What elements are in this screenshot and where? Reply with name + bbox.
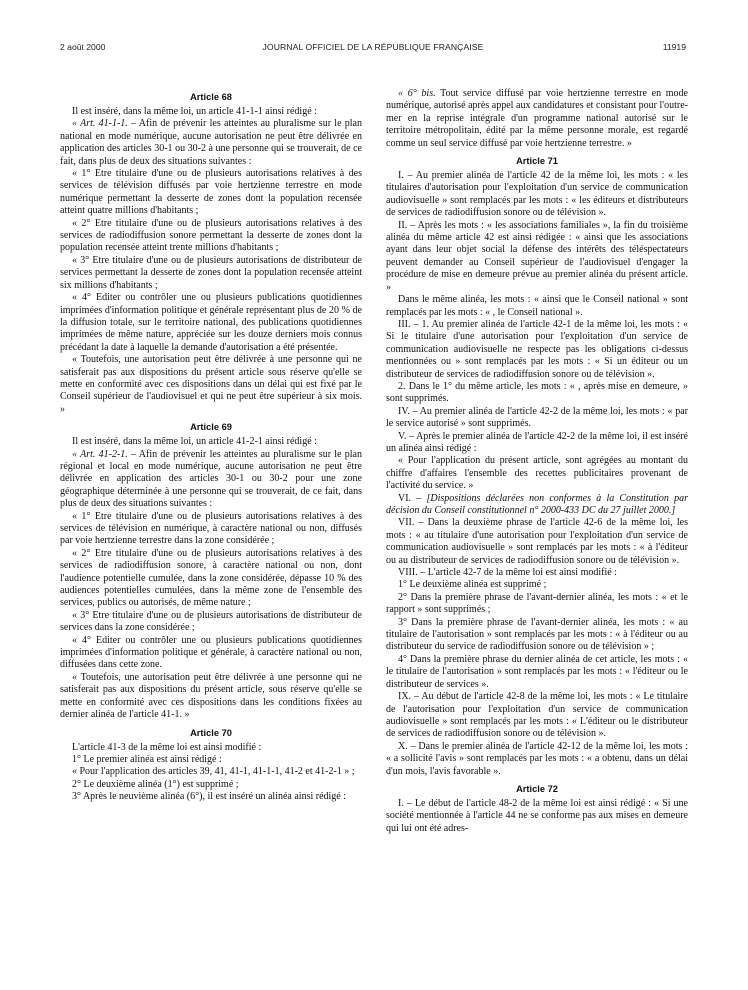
article-70-intro: L'article 41-3 de la même loi est ainsi modifié : — [72, 741, 262, 753]
article-68-final: « Toutefois, une autorisation peut être délivrée à une personne qui ne satisferait pas aux dispositions du présent article sous réserve qu'elle se mette en conformité avec ces dispositions dans un délai qui est fixé par le Conseil supérieur de l'audiovisuel et qui ne peut être supérieur à six mois. » — [60, 354, 362, 415]
page-header — [60, 42, 686, 56]
article-70-6bis-ref: « 6° bis. — [398, 88, 436, 99]
article-70-item-2: 2° Le deuxième alinéa (1°) est supprimé ; — [72, 778, 239, 790]
article-71-para: X. – Dans le premier alinéa de l'article 42-12 de la même loi, les mots : « a sollicité l'avis » sont remplacés par les mots : « a obtenu, dans un délai d'un mois, l'avis favorable ». — [386, 740, 688, 777]
article-70-item-3: 3° Après le neuvième alinéa (6°), il est inséré un alinéa ainsi rédigé : — [72, 791, 347, 803]
article-69-item-4: « 4° Editer ou contrôler une ou plusieurs publications quotidiennes imprimées d'information politique et générale, à caractère national ou non, diffusées dans cette zone. — [60, 634, 362, 671]
article-71-para: 2. Dans le 1° du même article, les mots : « , après mise en demeure, » sont supprimés. — [386, 380, 688, 405]
article-72-heading: Article 72 — [516, 783, 558, 794]
article-69-text-body: – Afin de prévenir les atteintes au pluralisme sur le plan régional et local en mode numérique, aucune autorisation ne peut être délivrée en application des articles 30-1 ou 30-2 pour une zone géographique déterminée à une personne qui se trouverait, de ce fait, dans plus de deux des situations suivantes : — [60, 448, 362, 510]
article-71-para: 1° Le deuxième alinéa est supprimé ; — [398, 579, 547, 591]
article-71-para: Dans le même alinéa, les mots : « ainsi que le Conseil national » sont remplacés par les mots : « , le Conseil national ». — [386, 294, 688, 318]
article-71-para: 3° Dans la première phrase de l'avant-dernier alinéa, les mots : « au titulaire de l'autorisation » sont remplacés par les mots : « à l'éditeur ou au distributeur du service de radiodiffusion sonore ou de télévision » ; — [386, 616, 688, 653]
article-71-para-vi — [386, 493, 688, 518]
header-journal-title: JOURNAL OFFICIEL DE LA RÉPUBLIQUE FRANÇAISE — [262, 42, 484, 52]
article-70-quote: « Pour l'application des articles 39, 41, 41-1, 41-1-1, 41-2 et 41-2-1 » ; — [72, 766, 355, 778]
article-69-item-1: « 1° Etre titulaire d'une ou de plusieurs autorisations relatives à des services de télévision en numérique, à caractère national ou non, diffusés par voie hertzienne terrestre dans la zone considérée ; — [60, 510, 362, 547]
article-70-continuation — [386, 88, 688, 150]
article-71-para: II. – Après les mots : « les associations familiales », la fin du troisième alinéa du même article 42 est ainsi rédigée : « ainsi que les associations ayant dans leur objet social la défense des intérêts des téléspectateurs peuvent demander au Conseil supérieur de l'audiovisuel d'engager la procédure de mise en demeure prévue au premier alinéa du présent article. » — [386, 219, 688, 293]
article-71-para: IV. – Au premier alinéa de l'article 42-2 de la même loi, les mots : « par le service autorisé » sont supprimés. — [386, 405, 688, 430]
article-70-6bis-body: Tout service diffusé par voie hertzienne terrestre en mode numérique, autorisé après appel aux candidatures et consistant pour l'outre-mer en la reprise intégrale d'un programme national autorisé sur le territoire métropolitain, édité par la même personne morale, est regardé comme un seul service diffusé par voie hertzienne terrestre. » — [386, 88, 688, 149]
header-page-number: 11919 — [662, 42, 686, 52]
article-71-para: VIII. – L'article 42-7 de la même loi est ainsi modifié : — [398, 567, 617, 579]
article-68-item-3: « 3° Etre titulaire d'une ou de plusieurs autorisations de distributeur de services permettant la desserte de zones dont la population recensée atteint six millions d'habitants ; — [60, 254, 362, 291]
article-71-heading: Article 71 — [516, 156, 558, 167]
article-69-heading: Article 69 — [190, 422, 232, 433]
left-column — [60, 86, 362, 804]
article-71-para: VII. – Dans la deuxième phrase de l'article 42-6 de la même loi, les mots : « au titulaire d'une autorisation pour l'exploitation d'un service de communication audiovisuelle » sont remplacés par les mots : « à l'éditeur ou au distributeur de services de radiodiffusion sonore ou de télévision ». — [386, 517, 688, 566]
article-71-para: IX. – Au début de l'article 42-8 de la même loi, les mots : « Le titulaire de l'autorisation pour l'exploitation d'un service de communication audiovisuelle » sont remplacés par les mots : « L'éditeur ou le distributeur de services de radiodiffusion sonore ou de télévision ». — [386, 691, 688, 740]
article-69-ref: « Art. 41-2-1. — [72, 448, 128, 460]
article-69-final: « Toutefois, une autorisation peut être délivrée à une personne qui ne satisferait pas aux dispositions du présent article, sous réserve qu'elle se mette en conformité avec ces dispositions dans les conditions fixées au dernier alinéa de l'article 41-1. » — [60, 671, 362, 721]
article-69-item-3: « 3° Etre titulaire d'une ou de plusieurs autorisations de distributeur de services dans la zone considérée ; — [60, 609, 362, 634]
article-71-vi-label: VI. – — [398, 492, 427, 504]
article-68-heading: Article 68 — [190, 92, 232, 102]
article-69-item-2: « 2° Etre titulaire d'une ou de plusieurs autorisations relatives à des services de radiodiffusion sonore, à caractère national ou non, dont l'audience potentielle cumulée, dans la zone considérée, dépasse 10 % des audiences potentielles cumulées, dans la même zone de l'ensemble des services, publics ou autorisés, de même nature ; — [60, 547, 362, 609]
article-69-text — [60, 449, 362, 511]
article-68-item-4: « 4° Editer ou contrôler une ou plusieurs publications quotidiennes imprimées d'information politique et générale représentant plus de 20 % de la diffusion totale, sur le territoire national, des publications quotidiennes imprimées de même nature, appréciée sur les douze derniers mois connus précédant la date à laquelle la demande d'autorisation a été présentée. — [60, 292, 362, 353]
article-68-intro: Il est inséré, dans la même loi, un article 41-1-1 ainsi rédigé : — [72, 106, 317, 117]
article-71-para: « Pour l'application du présent article, sont agrégées au montant du chiffre d'affaires l'ensemble des recettes publicitaires provenant de l'activité du service. » — [386, 455, 688, 492]
article-71-para: I. – Au premier alinéa de l'article 42 de la même loi, les mots : « les titulaires d'autorisation pour l'exploitation d'un service de communication audiovisuelle » sont remplacés par les mots : « les éditeurs et distributeurs de services de radiodiffusion sonore ou de télévision ». — [386, 170, 688, 219]
article-68-text-body: – Afin de prévenir les atteintes au pluralisme sur le plan national en mode numérique, aucune autorisation ne peut être délivrée en application des articles 30-1 ou 30-2 à une personne qui se trouverait, de ce fait, dans plus de deux des situations suivantes : — [60, 118, 362, 167]
article-68-ref: « Art. 41-1-1. — [72, 118, 128, 130]
article-68-item-2: « 2° Etre titulaire d'une ou de plusieurs autorisations relatives à des services de radiodiffusion sonore permettant la desserte de zones dont la population recensée atteint trente millions d'habitants ; — [60, 217, 362, 254]
article-71-para: V. – Après le premier alinéa de l'article 42-2 de la même loi, il est inséré un alinéa ainsi rédigé : — [386, 430, 688, 454]
header-date: 2 août 2000 — [60, 42, 106, 52]
article-72-para: I. – Le début de l'article 48-2 de la même loi est ainsi rédigé : « Si une société mentionnée à l'article 44 ne se conforme pas aux mises en demeure qui lui ont été adres- — [386, 797, 688, 834]
article-71-vi-text: [Dispositions déclarées non conformes à la Constitution par décision du Conseil constitutionnel n° 2000-433 DC du 27 juillet 2000.] — [386, 492, 688, 516]
right-column — [386, 88, 688, 835]
article-69-intro: Il est inséré, dans la même loi, un article 41-2-1 ainsi rédigé : — [72, 436, 317, 448]
article-71-para: III. – 1. Au premier alinéa de l'article 42-1 de la même loi, les mots : « Si le titulaire d'une autorisation pour l'exploitation d'un service de communication audiovisuelle ne respecte pas les obligations ci-dessus mentionnées ou » sont remplacés par les mots : « Si un éditeur ou un distributeur de services de radiodiffusion sonore ou de télévision ». — [386, 318, 688, 380]
article-70-item-1: 1° Le premier alinéa est ainsi rédigé : — [72, 753, 222, 765]
article-70-heading: Article 70 — [190, 727, 232, 738]
article-68-item-1: « 1° Etre titulaire d'une ou de plusieurs autorisations relatives à des services de télévision diffusés par voie hertzienne terrestre en mode numérique permettant la desserte de zones dont la population recensée atteint quatre millions d'habitants ; — [60, 168, 362, 217]
article-71-para: 2° Dans la première phrase de l'avant-dernier alinéa, les mots : « et le rapport » sont supprimés ; — [386, 591, 688, 616]
article-71-para: 4° Dans la première phrase du dernier alinéa de cet article, les mots : « le titulaire de l'autorisation » sont remplacés par les mots : « l'éditeur ou le distributeur de services ». — [386, 653, 688, 690]
article-68-text — [60, 118, 362, 168]
